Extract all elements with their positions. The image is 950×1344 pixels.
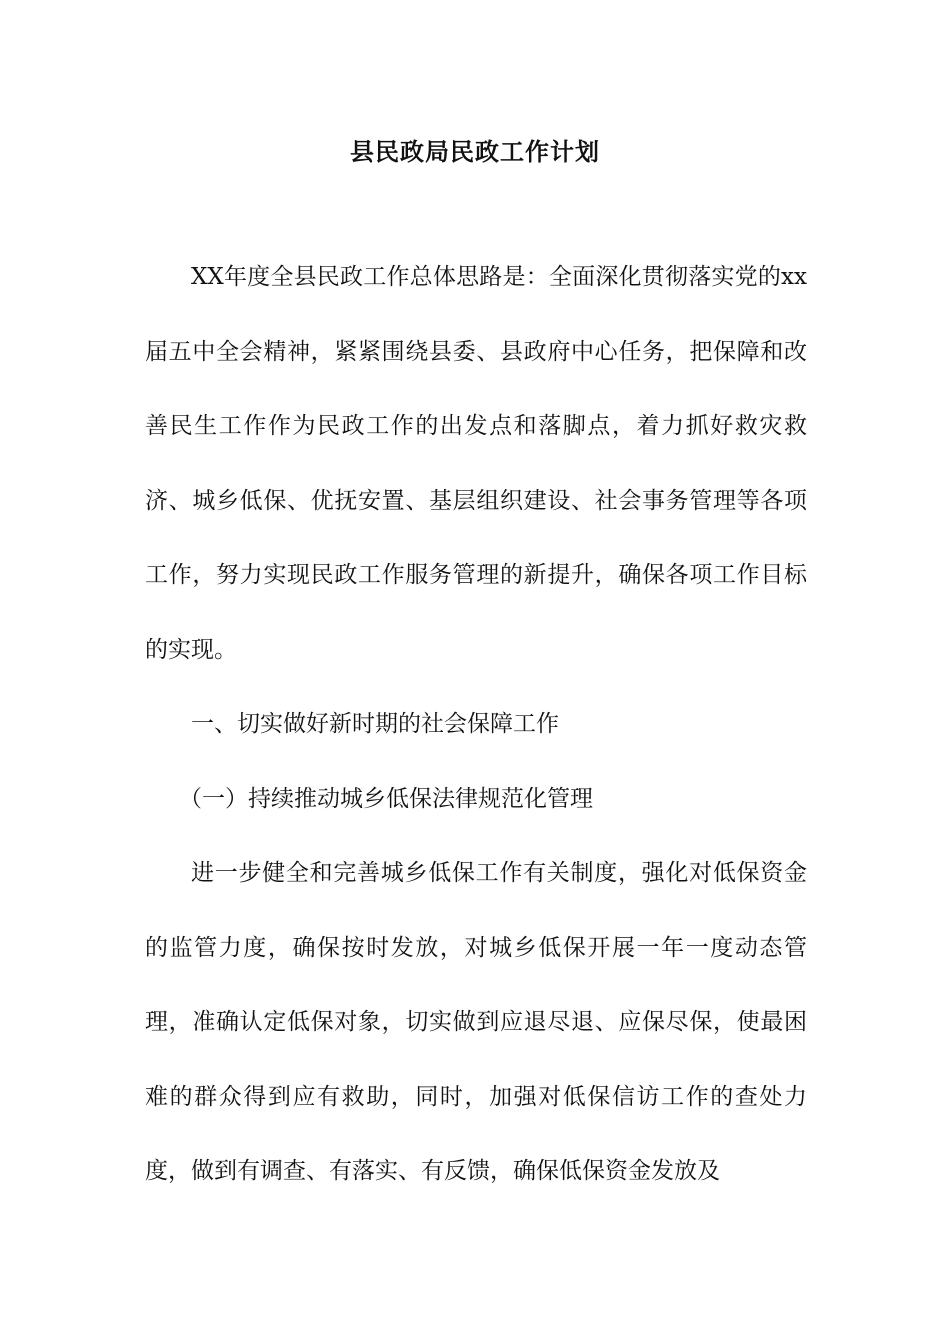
subsection-body-paragraph: 进一步健全和完善城乡低保工作有关制度，强化对低保资金的监管力度，确保按时发放，对城乡低保开展一年一度动态管理，准确认定低保对象，切实做到应退尽退、应保尽保，使最困难的群众得到应有救助，同时，加强对低保信访工作的查处力度，做到有调查、有落实、有反馈，确保低保资金发放及 [145,860,807,1184]
subsection-heading: （一）持续推动城乡低保法律规范化管理 [179,786,593,812]
section-heading: 一、切实做好新时期的社会保障工作 [191,711,559,737]
document-title: 县民政局民政工作计划 [350,137,600,166]
intro-paragraph: XX年度全县民政工作总体思路是：全面深化贯彻落实党的xx届五中全会精神，紧紧围绕县委、县政府中心任务，把保障和改善民生工作作为民政工作的出发点和落脚点，着力抓好救灾救济、城乡低保、优抚安置、基层组织建设、社会事务管理等各项工作，努力实现民政工作服务管理的新提升，确保各项工作目标的实现。 [145,264,807,663]
